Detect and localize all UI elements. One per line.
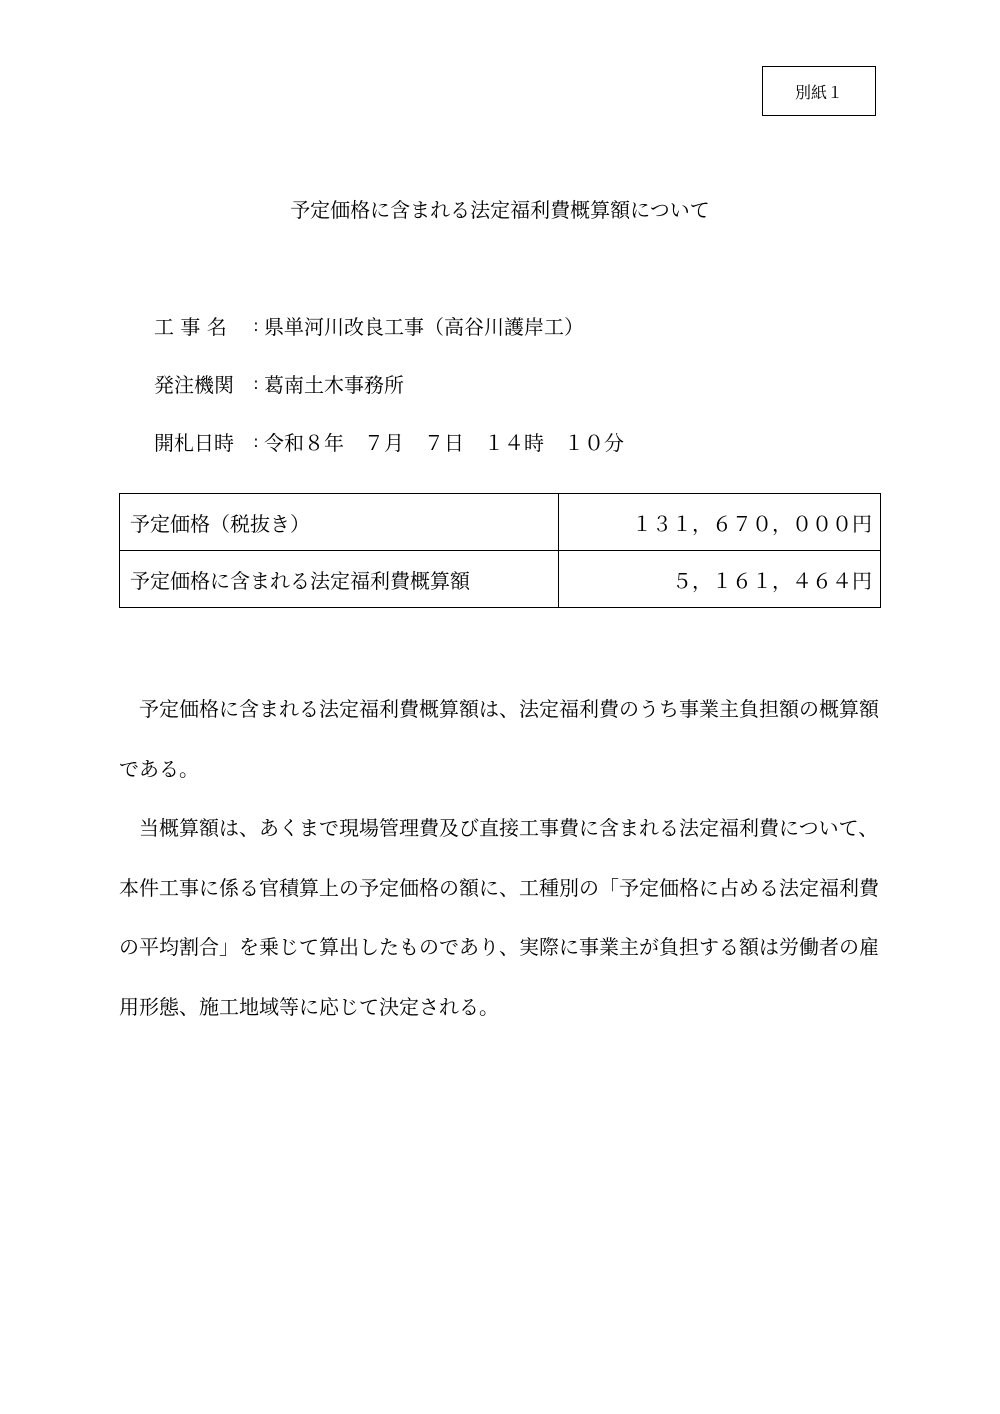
project-name-colon: : [253, 315, 259, 335]
paragraph: 予定価格に含まれる法定福利費概算額は、法定福利費のうち事業主負担額の概算額である。 [119, 697, 879, 781]
ordering-agency-value: 葛南土木事務所 [264, 372, 404, 397]
table-row [120, 551, 881, 608]
paragraph: 当概算額は、あくまで現場管理費及び直接工事費に含まれる法定福利費について、本件工事に係る官積算上の予定価格の額に、工種別の「予定価格に占める法定福利費の平均割合」を乗じて算出したものであり、実際に事業主が負担する額は労働者の雇用形態、施工地域等に応じて決定される。 [119, 816, 879, 1019]
attachment-label-text: 別紙１ [794, 82, 843, 102]
estimated-price-label: 予定価格（税抜き） [120, 494, 559, 551]
attachment-label [762, 66, 876, 116]
ordering-agency-row [154, 368, 404, 398]
table-row [120, 494, 881, 551]
ordering-agency-colon: : [253, 373, 259, 393]
project-name-value: 県単河川改良工事（高谷川護岸工） [264, 314, 584, 339]
bid-opening-label: 開札日時 [154, 430, 234, 455]
price-table [119, 493, 881, 608]
explanation-text [119, 680, 887, 1037]
welfare-cost-label: 予定価格に含まれる法定福利費概算額 [120, 551, 559, 608]
project-name-row [154, 310, 584, 340]
bid-opening-value: 令和８年 ７月 ７日 １４時 １０分 [264, 430, 624, 455]
document-title: 予定価格に含まれる法定福利費概算額について [290, 198, 710, 222]
project-name-label: 工 事 名 [154, 314, 227, 339]
welfare-cost-value: ５，１６１，４６４円 [559, 551, 881, 608]
estimated-price-value: １３１，６７０，０００円 [559, 494, 881, 551]
bid-opening-colon: : [253, 431, 259, 451]
ordering-agency-label: 発注機関 [154, 372, 234, 397]
bid-opening-row [154, 426, 624, 456]
